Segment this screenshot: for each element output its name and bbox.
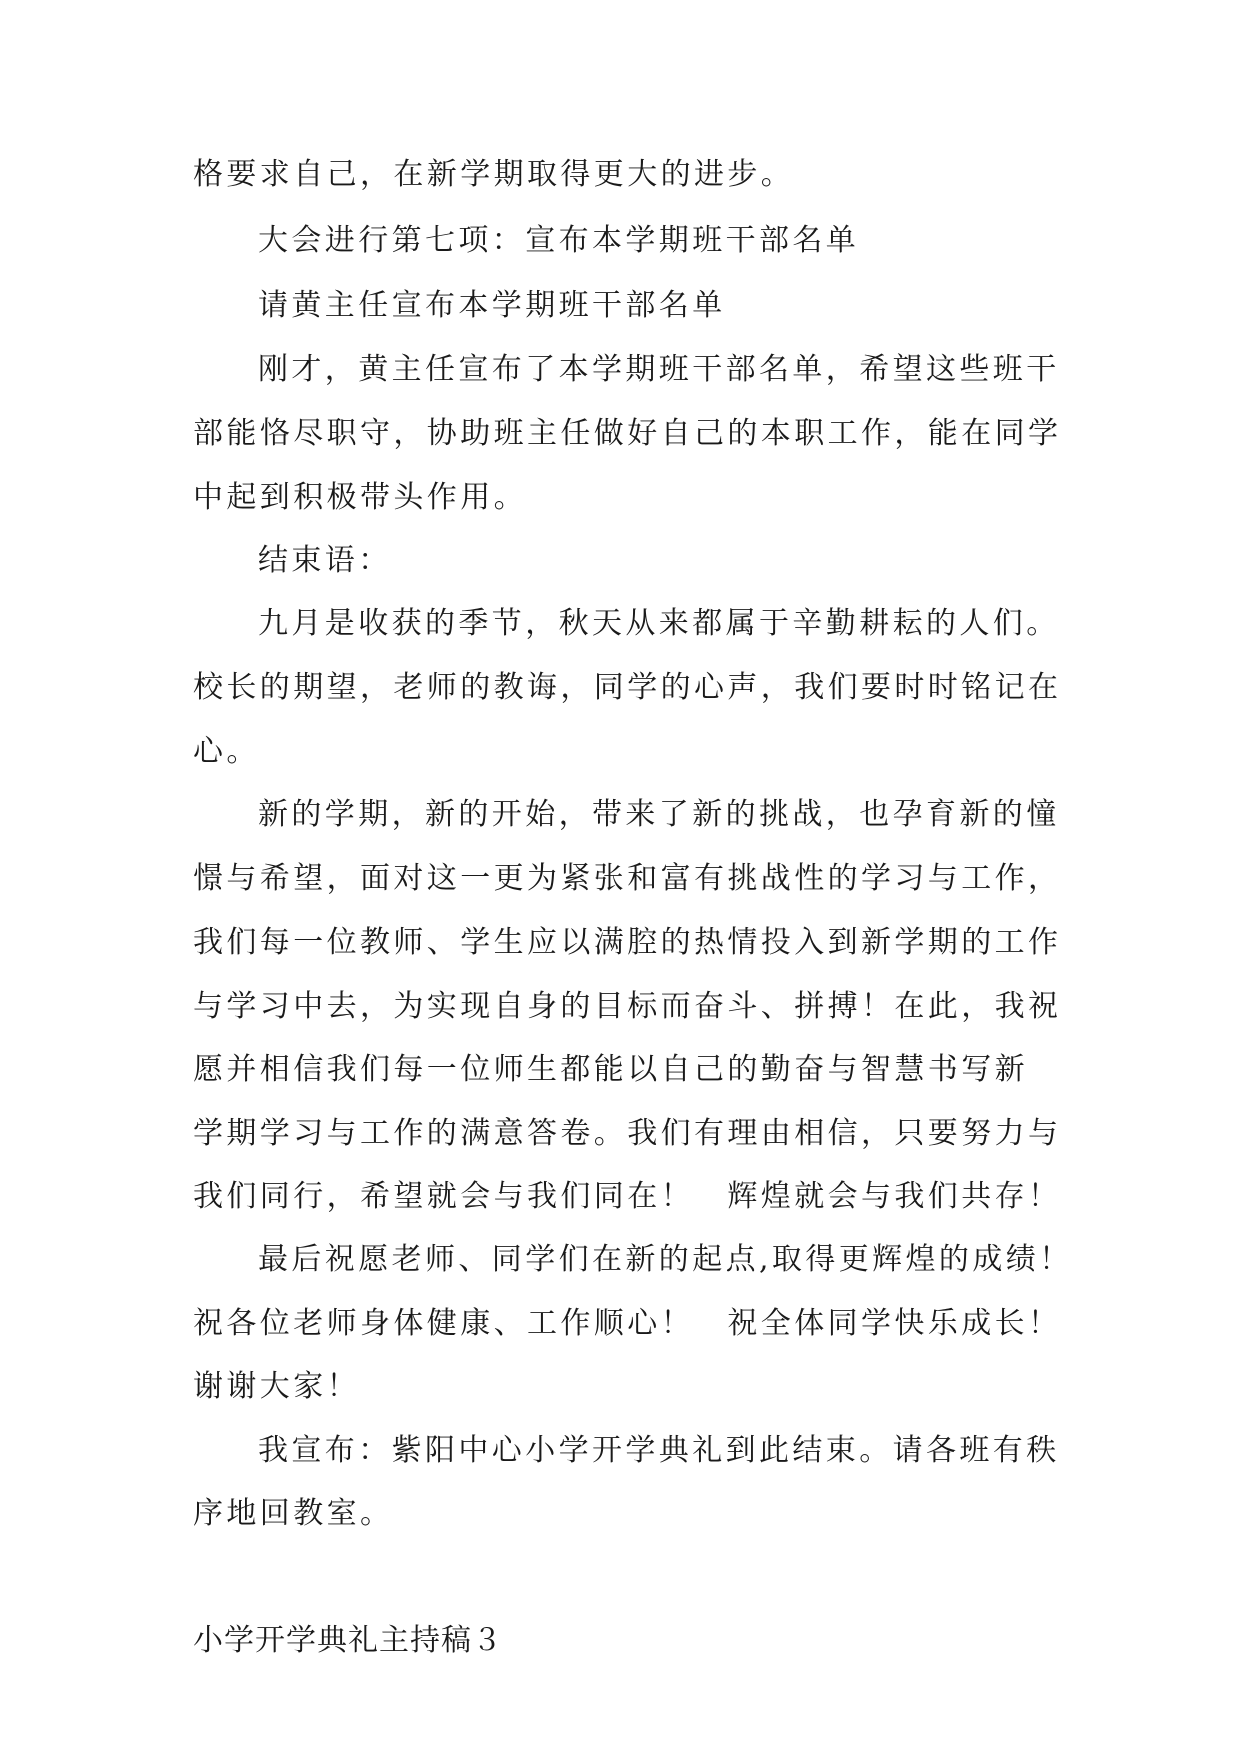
paragraph-line: 我们同行，希望就会与我们同在！ 辉煌就会与我们共存！: [193, 1179, 1062, 1214]
paragraph-line: 校长的期望，老师的教诲，同学的心声，我们要时时铭记在: [193, 670, 1062, 705]
paragraph-line: 格要求自己，在新学期取得更大的进步。: [193, 157, 795, 192]
paragraph-line: 大会进行第七项：宣布本学期班干部名单: [258, 223, 860, 258]
paragraph-line: 我们每一位教师、学生应以满腔的热情投入到新学期的工作: [193, 925, 1062, 960]
section-heading: 小学开学典礼主持稿３: [193, 1623, 503, 1658]
paragraph-line: 憬与希望，面对这一更为紧张和富有挑战性的学习与工作，: [193, 861, 1062, 896]
paragraph-line: 我宣布：紫阳中心小学开学典礼到此结束。请各班有秩: [258, 1433, 1060, 1468]
paragraph-line: 学期学习与工作的满意答卷。我们有理由相信，只要努力与: [193, 1116, 1062, 1151]
paragraph-line: 祝各位老师身体健康、工作顺心！ 祝全体同学快乐成长！: [193, 1306, 1062, 1341]
paragraph-line: 最后祝愿老师、同学们在新的起点,取得更辉煌的成绩！: [258, 1242, 1073, 1277]
paragraph-line: 九月是收获的季节，秋天从来都属于辛勤耕耘的人们。: [258, 606, 1060, 641]
paragraph-line: 与学习中去，为实现自身的目标而奋斗、拼搏！在此，我祝: [193, 989, 1062, 1024]
paragraph-line: 刚才，黄主任宣布了本学期班干部名单，希望这些班干: [258, 352, 1060, 387]
paragraph-line: 愿并相信我们每一位师生都能以自己的勤奋与智慧书写新: [193, 1052, 1028, 1087]
paragraph-line: 部能恪尽职守，协助班主任做好自己的本职工作，能在同学: [193, 416, 1062, 451]
paragraph-line: 新的学期，新的开始，带来了新的挑战，也孕育新的憧: [258, 797, 1060, 832]
paragraph-line: 结束语：: [258, 543, 392, 578]
paragraph-line: 谢谢大家！: [193, 1369, 360, 1404]
paragraph-line: 中起到积极带头作用。: [193, 480, 527, 515]
paragraph-line: 心。: [193, 734, 260, 769]
paragraph-line: 序地回教室。: [193, 1496, 394, 1531]
paragraph-line: 请黄主任宣布本学期班干部名单: [258, 288, 726, 323]
